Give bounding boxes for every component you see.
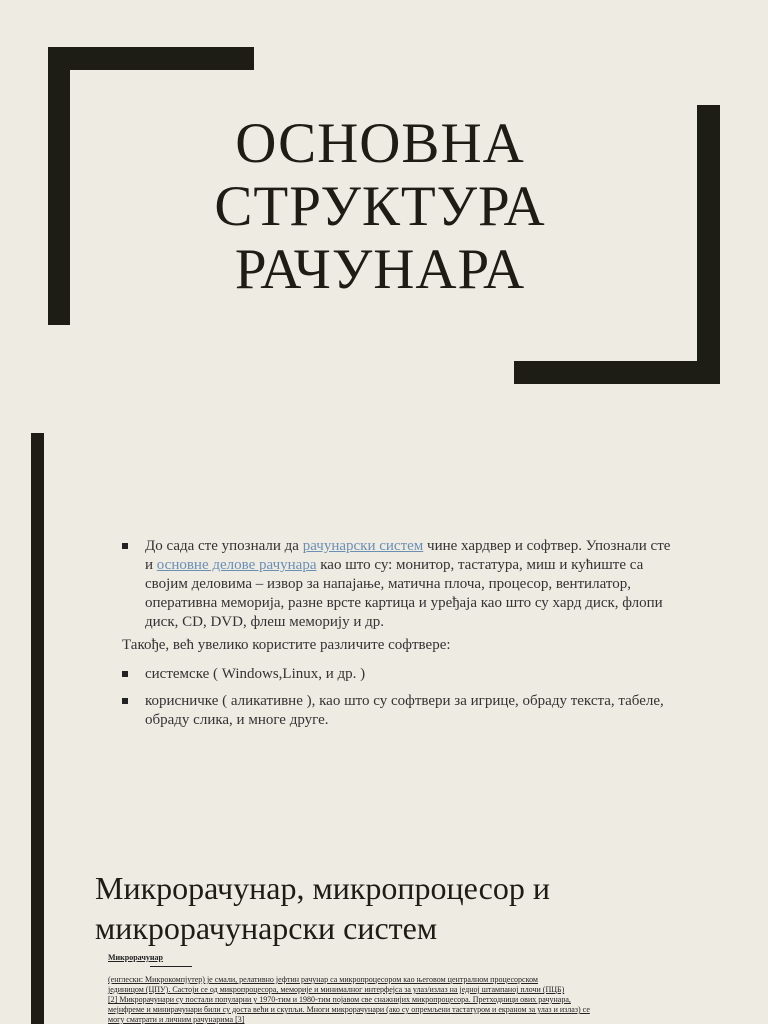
left-accent-bar: [31, 865, 44, 1024]
link-computer-parts[interactable]: основне делове рачунара: [156, 557, 317, 573]
bullet-square-icon: [122, 543, 128, 549]
microcomputer-slide: [0, 865, 768, 1024]
title-slide: [0, 0, 768, 425]
frame-bracket-bottom-right-vertical: [697, 105, 720, 384]
page-title: [160, 112, 600, 301]
title-line-1: ОСНОВНА: [235, 112, 525, 175]
section-title: Микрорачунар, микропроцесор и микрорачунарски систем: [95, 870, 550, 946]
content-slide: [0, 425, 768, 865]
link-computer-system[interactable]: рачунарски систем: [302, 538, 424, 554]
subheading-rule: [150, 966, 192, 967]
left-accent-bar: [31, 433, 44, 865]
bullet-item-1: До сада сте упознали да рачунарски систем чине хардвер и софтвер. Упознали сте и основне делове рачунара као што су: монитор, тастатура, миш и кућиште са својим деловима – извор за напајање, матична плоча, процесор, вентилатор, оперативна меморија, разне врсте картица и уређаја као што су хард диск, флопи диск, CD, DVD, флеш меморију и др.: [118, 537, 718, 632]
frame-bracket-bottom-right-horizontal: [514, 361, 720, 384]
title-line-3: РАЧУНАРА: [234, 238, 526, 301]
frame-bracket-top-left-horizontal: [48, 47, 254, 70]
title-line-2: СТРУКТУРА: [214, 175, 546, 238]
frame-bracket-top-left-vertical: [48, 47, 70, 325]
bullet-square-icon: [122, 671, 128, 677]
bullet-item-2: системске ( Windows,Linux, и др. ): [118, 665, 718, 684]
intro-paragraph: Такође, већ увелико користите различите софтвере:: [122, 637, 451, 653]
bullet-square-icon: [122, 698, 128, 704]
subheading: Микрорачунар: [108, 953, 163, 962]
body-text: (енглески: Микрокомпјутер) је смали, релативно јефтин рачунар са микропроцесором као његовом централном процесорском јединицом (ЦПУ). Састоји се од микропроцесора, меморије и минималног интерфејса за улаз/излаз на једној штампаној плочи (ПЦБ) [2] Микрорачунари су постали популарни у 1970-тим и 1980-тим појавом све снажнијих микропроцесора. Претходници ових рачунара, мејнфреме и минирачунари били су доста већи и скупљи. Многи микрорачунари (ако су опремљени тастатуром и екраном за улаз и излаз) се могу сматрати и личним рачунарима [3]: [108, 975, 590, 1024]
bullet-item-3: корисничке ( аликативне ), као што су софтвери за игрице, обраду текста, табеле, обраду слика, и многе друге.: [118, 692, 718, 730]
